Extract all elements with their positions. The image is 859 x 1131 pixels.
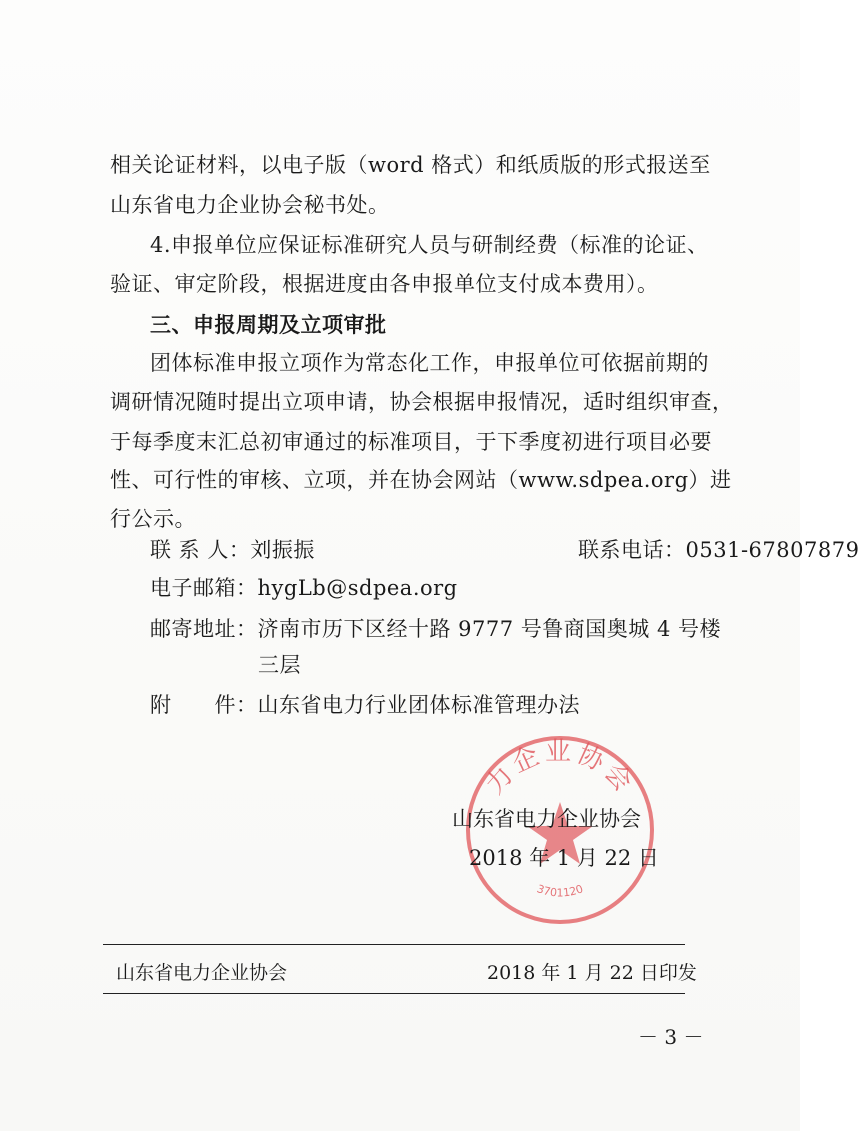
section-heading: 三、申报周期及立项审批: [150, 313, 387, 337]
contact-person-value: 刘振振: [250, 538, 315, 562]
seal-text: 力企业协会: [479, 737, 641, 801]
contact-person-label: 联 系 人：: [150, 538, 251, 562]
contact-person-row: [150, 535, 859, 565]
signature-org: 山东省电力企业协会: [452, 807, 641, 831]
contact-address-row: [150, 614, 721, 644]
contact-email-label: 电子邮箱：: [150, 576, 258, 600]
footer-rule-bottom: [103, 993, 685, 994]
section-line-3: 于每季度末汇总初审通过的标准项目，于下季度初进行项目必要: [110, 430, 712, 454]
svg-text:力企业协会: [480, 737, 640, 800]
body-line-3: 4.申报单位应保证标准研究人员与研制经费（标准的论证、: [150, 233, 709, 257]
footer-print-date: 2018 年 1 月 22 日印发: [487, 962, 697, 984]
contact-address-label: 邮寄地址：: [150, 617, 258, 641]
contact-phone-value: 0531-67807879: [685, 538, 859, 562]
page-number: － 3 －: [638, 1025, 704, 1049]
body-line-1: 相关论证材料，以电子版（word 格式）和纸质版的形式报送至: [110, 153, 711, 177]
contact-attachment-label: 附 件：: [150, 693, 258, 717]
signature-date: 2018 年 1 月 22 日: [469, 846, 659, 870]
seal-number: 3701120: [535, 882, 585, 900]
svg-text:3701120: [535, 882, 585, 899]
contact-attachment-row: [150, 690, 580, 720]
body-line-2: 山东省电力企业协会秘书处。: [110, 193, 390, 217]
footer-rule-top: [103, 944, 685, 945]
section-line-2: 调研情况随时提出立项申请，协会根据申报情况，适时组织审查，: [110, 390, 734, 414]
contact-address-value-2: 三层: [258, 653, 301, 677]
contact-phone-label: 联系电话：: [578, 538, 686, 562]
contact-address-value: 济南市历下区经十路 9777 号鲁商国奥城 4 号楼: [257, 617, 722, 641]
section-line-5: 行公示。: [110, 507, 196, 531]
contact-email-value: hygLb@sdpea.org: [257, 576, 458, 600]
section-line-1: 团体标准申报立项作为常态化工作，申报单位可依据前期的: [150, 351, 709, 375]
contact-email-row: [150, 573, 458, 603]
section-line-4: 性、可行性的审核、立项，并在协会网站（www.sdpea.org）进: [110, 468, 732, 492]
contact-attachment-value: 山东省电力行业团体标准管理办法: [257, 693, 580, 717]
contact-phone: [578, 535, 859, 565]
footer-org: 山东省电力企业协会: [116, 962, 288, 984]
body-line-4: 验证、审定阶段，根据进度由各申报单位支付成本费用）。: [110, 272, 659, 296]
